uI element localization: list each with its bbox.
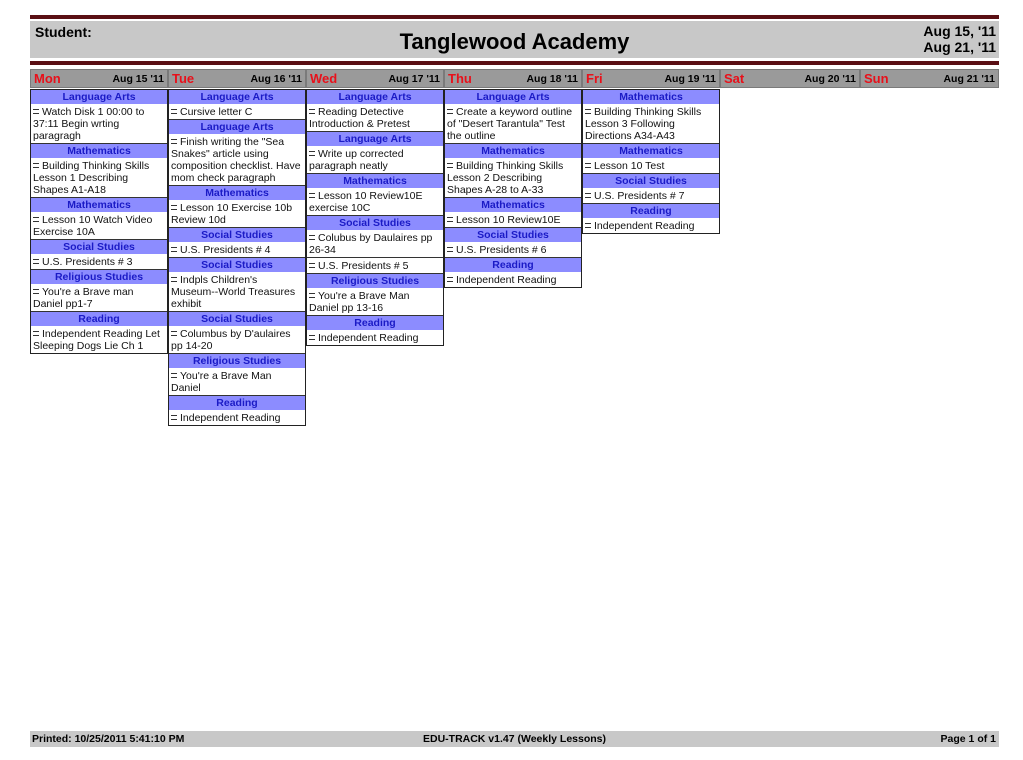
day-header-thu [444, 69, 582, 88]
lesson-text: You're a Brave man Daniel pp1-7 [33, 286, 134, 310]
lesson-text: Columbus by D'aulaires pp 14-20 [171, 328, 291, 352]
day-column-thu [444, 89, 582, 288]
subject-header: Language Arts [445, 90, 581, 104]
checkbox-icon[interactable] [171, 205, 177, 210]
checkbox-icon[interactable] [33, 259, 39, 264]
subject-header: Mathematics [31, 198, 167, 212]
checkbox-icon[interactable] [309, 293, 315, 298]
checkbox-icon[interactable] [585, 193, 591, 198]
subject-header: Social Studies [169, 228, 305, 242]
day-column-wed [306, 89, 444, 346]
lesson-item[interactable] [583, 188, 719, 204]
week-range [923, 23, 996, 55]
lesson-text: Lesson 10 Watch Video Exercise 10A [33, 214, 153, 238]
lesson-text: Watch Disk 1 00:00 to 37:11 Begin wrting paragragh [33, 106, 145, 142]
lesson-text: You're a Brave Man Daniel [171, 370, 272, 394]
day-name: Tue [172, 71, 195, 86]
lesson-item[interactable] [169, 134, 305, 186]
checkbox-icon[interactable] [309, 263, 315, 268]
lesson-text: Write up corrected paragraph neatly [309, 148, 404, 172]
subject-header: Reading [31, 312, 167, 326]
day-date: Aug 20 '11 [804, 73, 856, 85]
day-name: Sun [864, 71, 889, 86]
lesson-text: Building Thinking Skills Lesson 3 Following Directions A34-A43 [585, 106, 702, 142]
subject-header: Mathematics [583, 90, 719, 104]
lesson-item[interactable] [169, 242, 305, 258]
report-footer [30, 731, 999, 747]
day-name: Wed [310, 71, 338, 86]
lesson-text: Indpls Children's Museum--World Treasures exhibit [171, 274, 296, 310]
checkbox-icon[interactable] [33, 217, 39, 222]
checkbox-icon[interactable] [447, 109, 453, 114]
day-column-mon [30, 89, 168, 354]
subject-header: Reading [445, 258, 581, 272]
checkbox-icon[interactable] [33, 331, 39, 336]
student-label: Student: [35, 24, 92, 40]
checkbox-icon[interactable] [447, 277, 453, 282]
lesson-text: U.S. Presidents # 4 [180, 244, 271, 256]
week-end: Aug 21, '11 [923, 39, 996, 55]
lesson-text: Independent Reading [318, 332, 419, 344]
lesson-item[interactable] [445, 158, 581, 198]
checkbox-icon[interactable] [585, 109, 591, 114]
checkbox-icon[interactable] [33, 289, 39, 294]
subject-header: Language Arts [169, 90, 305, 104]
checkbox-icon[interactable] [309, 151, 315, 156]
lesson-item[interactable] [307, 288, 443, 316]
day-column-fri [582, 89, 720, 234]
lesson-text: U.S. Presidents # 6 [456, 244, 547, 256]
subject-header: Reading [307, 316, 443, 330]
checkbox-icon[interactable] [309, 335, 315, 340]
day-name: Mon [34, 71, 61, 86]
subject-header: Social Studies [169, 258, 305, 272]
day-header-mon [30, 69, 168, 88]
lesson-item[interactable] [307, 258, 443, 274]
subject-header: Social Studies [307, 216, 443, 230]
lesson-item[interactable] [31, 284, 167, 312]
lesson-item[interactable] [445, 242, 581, 258]
checkbox-icon[interactable] [171, 139, 177, 144]
lesson-text: Building Thinking Skills Lesson 2 Describing Shapes A-28 to A-33 [447, 160, 564, 196]
checkbox-icon[interactable] [171, 247, 177, 252]
subject-header: Mathematics [583, 144, 719, 158]
app-version: EDU-TRACK v1.47 (Weekly Lessons) [422, 733, 607, 745]
subject-header: Social Studies [169, 312, 305, 326]
subject-header: Reading [169, 396, 305, 410]
subject-header: Religious Studies [169, 354, 305, 368]
checkbox-icon[interactable] [309, 193, 315, 198]
lesson-text: Building Thinking Skills Lesson 1 Describing Shapes A1-A18 [33, 160, 150, 196]
subject-header: Mathematics [169, 186, 305, 200]
lesson-text: Finish writing the "Sea Snakes" article using composition checklist. Have mom check paragraph [171, 136, 301, 184]
printed-timestamp: Printed: 10/25/2011 5:41:10 PM [32, 733, 185, 745]
day-name: Sat [724, 71, 745, 86]
day-name: Fri [586, 71, 603, 86]
lesson-text: Lesson 10 Test [594, 160, 665, 172]
lesson-item[interactable] [445, 272, 581, 287]
lesson-item[interactable] [583, 218, 719, 233]
lesson-text: Lesson 10 Review10E exercise 10C [309, 190, 423, 214]
top-rule [30, 15, 999, 19]
mid-rule [30, 61, 999, 65]
lesson-text: Reading Detective Introduction & Pretest [309, 106, 410, 130]
lesson-text: Cursive letter C [180, 106, 253, 118]
lesson-item[interactable] [31, 326, 167, 353]
lesson-item[interactable] [169, 200, 305, 228]
day-column-tue [168, 89, 306, 426]
day-date: Aug 17 '11 [388, 73, 440, 85]
lesson-text: Lesson 10 Review10E [456, 214, 561, 226]
lesson-item[interactable] [169, 326, 305, 354]
day-date: Aug 19 '11 [664, 73, 716, 85]
lesson-text: Create a keyword outline of "Desert Tarantula" Test the outline [447, 106, 573, 142]
lesson-text: U.S. Presidents # 5 [318, 260, 409, 272]
checkbox-icon[interactable] [171, 109, 177, 114]
lesson-item[interactable] [31, 158, 167, 198]
lesson-item[interactable] [169, 368, 305, 396]
lesson-item[interactable] [169, 272, 305, 312]
week-start: Aug 15, '11 [923, 23, 996, 39]
day-header-fri [582, 69, 720, 88]
lesson-text: Independent Reading [180, 412, 281, 424]
checkbox-icon[interactable] [171, 373, 177, 378]
lesson-text: Independent Reading Let Sleeping Dogs Lie Ch 1 [33, 328, 160, 352]
lesson-text: You're a Brave Man Daniel pp 13-16 [309, 290, 410, 314]
lesson-item[interactable] [583, 158, 719, 174]
lesson-item[interactable] [31, 254, 167, 270]
lesson-item[interactable] [307, 104, 443, 132]
checkbox-icon[interactable] [447, 247, 453, 252]
day-date: Aug 15 '11 [112, 73, 164, 85]
subject-header: Language Arts [31, 90, 167, 104]
subject-header: Mathematics [307, 174, 443, 188]
subject-header: Social Studies [31, 240, 167, 254]
checkbox-icon[interactable] [447, 217, 453, 222]
checkbox-icon[interactable] [33, 163, 39, 168]
subject-header: Language Arts [307, 132, 443, 146]
subject-header: Reading [583, 204, 719, 218]
day-date: Aug 18 '11 [526, 73, 578, 85]
lesson-text: Independent Reading [594, 220, 695, 232]
day-header-tue [168, 69, 306, 88]
lesson-item[interactable] [31, 104, 167, 144]
day-name: Thu [448, 71, 472, 86]
school-title: Tanglewood Academy [399, 29, 630, 54]
lesson-text: U.S. Presidents # 7 [594, 190, 685, 202]
checkbox-icon[interactable] [33, 109, 39, 114]
lesson-item[interactable] [31, 212, 167, 240]
checkbox-icon[interactable] [309, 109, 315, 114]
day-header-wed [306, 69, 444, 88]
lesson-item[interactable] [307, 230, 443, 258]
report-header [30, 21, 999, 58]
lesson-text: U.S. Presidents # 3 [42, 256, 133, 268]
lesson-item[interactable] [169, 410, 305, 425]
lesson-item[interactable] [307, 188, 443, 216]
subject-header: Social Studies [445, 228, 581, 242]
subject-header: Religious Studies [307, 274, 443, 288]
day-header-sat [720, 69, 860, 88]
subject-header: Mathematics [445, 198, 581, 212]
checkbox-icon[interactable] [171, 331, 177, 336]
lesson-text: Lesson 10 Exercise 10b Review 10d [171, 202, 293, 226]
day-date: Aug 21 '11 [943, 73, 995, 85]
lesson-item[interactable] [445, 212, 581, 228]
lesson-item[interactable] [583, 104, 719, 144]
subject-header: Mathematics [445, 144, 581, 158]
checkbox-icon[interactable] [309, 235, 315, 240]
page-number: Page 1 of 1 [940, 733, 996, 745]
lesson-item[interactable] [307, 330, 443, 345]
checkbox-icon[interactable] [447, 163, 453, 168]
subject-header: Religious Studies [31, 270, 167, 284]
checkbox-icon[interactable] [585, 163, 591, 168]
day-header-sun [860, 69, 999, 88]
lesson-item[interactable] [307, 146, 443, 174]
subject-header: Language Arts [169, 120, 305, 134]
lesson-text: Colubus by Daulaires pp 26-34 [309, 232, 433, 256]
subject-header: Mathematics [31, 144, 167, 158]
lesson-text: Independent Reading [456, 274, 557, 286]
checkbox-icon[interactable] [171, 415, 177, 420]
day-date: Aug 16 '11 [250, 73, 302, 85]
lesson-item[interactable] [169, 104, 305, 120]
checkbox-icon[interactable] [585, 223, 591, 228]
subject-header: Language Arts [307, 90, 443, 104]
subject-header: Social Studies [583, 174, 719, 188]
checkbox-icon[interactable] [171, 277, 177, 282]
lesson-item[interactable] [445, 104, 581, 144]
